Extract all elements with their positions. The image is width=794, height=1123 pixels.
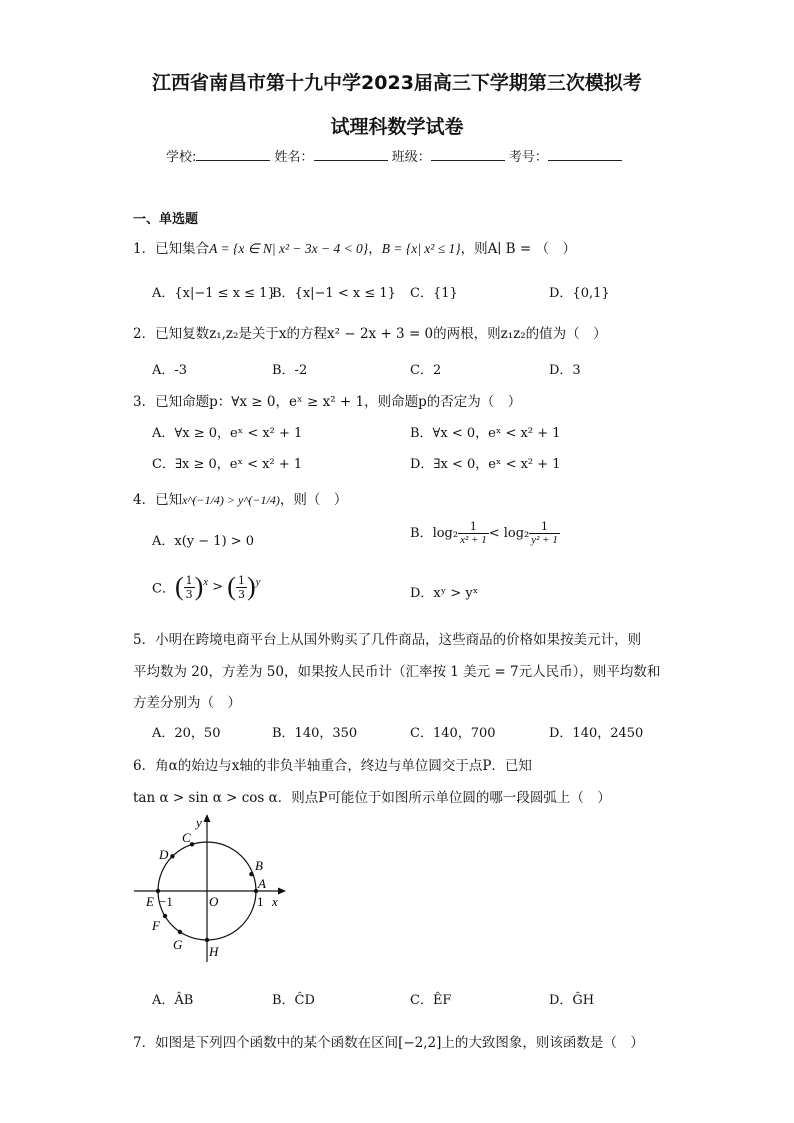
question-6-line1: 6．角α的始边与x轴的非负半轴重合，终边与单位圆交于点P．已知 bbox=[133, 758, 532, 774]
q6-option-c[interactable]: C．ÊF bbox=[410, 993, 452, 1008]
q4-option-d[interactable]: D．xʸ > yˣ bbox=[410, 586, 479, 601]
number-blank[interactable] bbox=[548, 148, 622, 161]
question-5-line3: 方差分别为（ ） bbox=[133, 695, 241, 711]
question-5-line1: 5．小明在跨境电商平台上从国外购买了几件商品，这些商品的价格如果按美元计，则 bbox=[133, 632, 642, 648]
q4-option-a[interactable]: A．x(y − 1) > 0 bbox=[152, 534, 255, 549]
q3-option-d[interactable]: D．∃x < 0，eˣ < x² + 1 bbox=[410, 457, 561, 472]
q1-set-a: A = {x ∈ N| x² − 3x − 4 < 0} bbox=[209, 241, 369, 256]
q1-option-b[interactable]: B．{x|−1 < x ≤ 1} bbox=[272, 286, 396, 301]
q3-option-c[interactable]: C．∃x ≥ 0，eˣ < x² + 1 bbox=[152, 457, 303, 472]
label-y: y bbox=[196, 815, 202, 830]
q1-ask: ，则A∣ B = （ ） bbox=[460, 241, 576, 257]
q4-prefix: 4．已知 bbox=[133, 492, 183, 508]
y-axis-arrow bbox=[204, 814, 211, 822]
label-one: 1 bbox=[257, 894, 264, 909]
point-f bbox=[163, 914, 167, 918]
section-title: 一、单选题 bbox=[133, 212, 199, 227]
label-b: B bbox=[255, 858, 263, 873]
question-6-line2: tan α > sin α > cos α．则点P可能位于如图所示单位圆的哪一段圆弧上（ ） bbox=[133, 790, 611, 806]
label-f: F bbox=[152, 918, 160, 933]
student-info-row bbox=[166, 146, 622, 165]
q4-option-b-frac-1: $\frac{1}{\text{x² + 1}}$ bbox=[460, 520, 487, 546]
point-d bbox=[170, 854, 174, 858]
label-e: E bbox=[146, 894, 154, 909]
question-2-stem: 2．已知复数z₁,z₂是关于x的方程x² − 2x + 3 = 0的两根，则z₁z₂的值为（ ） bbox=[133, 326, 607, 342]
q1-option-a[interactable]: A．{x|−1 ≤ x ≤ 1} bbox=[152, 286, 276, 301]
school-label: 学校: bbox=[166, 150, 197, 165]
q2-option-c[interactable]: C．2 bbox=[410, 363, 442, 378]
class-blank[interactable] bbox=[431, 148, 505, 161]
q1-prefix: 1．已知集合 bbox=[133, 241, 210, 257]
q3-option-a[interactable]: A．∀x ≥ 0，eˣ < x² + 1 bbox=[152, 426, 303, 441]
point-b bbox=[249, 872, 253, 876]
q4-option-c-exp-y: y bbox=[255, 576, 261, 589]
q4-option-b-label: B． bbox=[410, 526, 433, 541]
q4-option-c-frac-2: $\frac{1}{3}$ bbox=[237, 573, 245, 601]
point-g bbox=[178, 930, 182, 934]
q4-option-c-exp-x: x bbox=[203, 576, 209, 589]
q4-option-c-frac-1: $\frac{1}{3}$ bbox=[185, 573, 193, 601]
q4-option-c[interactable]: C．( $\frac{1}{3}$ )$^x$ > ( $\frac{1}{3}$ )$^y$ bbox=[152, 572, 261, 601]
class-label: 班级： bbox=[391, 150, 431, 165]
q4-option-c-gt: > bbox=[212, 579, 224, 595]
label-origin: O bbox=[209, 894, 219, 909]
q1-option-c[interactable]: C．{1} bbox=[410, 286, 458, 301]
q4-option-c-label: C． bbox=[152, 581, 175, 597]
school-blank[interactable] bbox=[196, 148, 270, 161]
q5-option-a[interactable]: A．20，50 bbox=[152, 726, 221, 741]
exam-title-line1: 江西省南昌市第十九中学2023届高三下学期第三次模拟考 bbox=[152, 72, 642, 94]
x-axis-arrow bbox=[278, 888, 286, 895]
number-label: 考号： bbox=[508, 150, 548, 165]
question-1-stem: 1．已知集合A = {x ∈ N| x² − 3x − 4 < 0}，B = {x| x² ≤ 1}，则A∣ B = （ ） bbox=[133, 241, 576, 257]
q1-set-b: B = {x| x² ≤ 1} bbox=[381, 241, 461, 256]
point-e bbox=[156, 889, 160, 893]
question-3-stem: 3．已知命题p：∀x ≥ 0，eˣ ≥ x² + 1，则命题p的否定为（ ） bbox=[133, 394, 522, 410]
q1-option-d[interactable]: D．{0,1} bbox=[549, 286, 610, 301]
q5-option-d[interactable]: D．140，2450 bbox=[549, 726, 644, 741]
point-h bbox=[205, 938, 209, 942]
q6-option-a[interactable]: A．ÂB bbox=[152, 993, 194, 1008]
q3-option-b[interactable]: B．∀x < 0，eˣ < x² + 1 bbox=[410, 426, 561, 441]
name-label: 姓名： bbox=[274, 150, 314, 165]
label-c: C bbox=[182, 830, 191, 845]
q2-option-d[interactable]: D．3 bbox=[549, 363, 581, 378]
label-d: D bbox=[159, 847, 169, 862]
label-x: x bbox=[272, 894, 278, 909]
q6-option-d[interactable]: D．ĜH bbox=[549, 993, 595, 1008]
label-a: A bbox=[258, 876, 266, 891]
question-5-line2: 平均数为 20，方差为 50，如果按人民币计（汇率按 1 美元 = 7元人民币），则平均数和 bbox=[133, 664, 661, 680]
name-blank[interactable] bbox=[314, 148, 388, 161]
q4-inequality: x^(−1/4) > y^(−1/4) bbox=[182, 493, 280, 507]
label-g: G bbox=[173, 937, 183, 952]
q4-option-b-log-1: log₂ bbox=[432, 526, 459, 541]
q4-option-b-frac-2: $\frac{1}{\text{y² + 1}}$ bbox=[531, 520, 558, 546]
q2-option-a[interactable]: A．-3 bbox=[152, 363, 188, 378]
unit-circle-figure bbox=[130, 812, 290, 972]
question-7-stem: 7．如图是下列四个函数中的某个函数在区间[−2,2]上的大致图象，则该函数是（ ） bbox=[133, 1035, 644, 1051]
exam-title-line2: 试理科数学试卷 bbox=[330, 116, 464, 138]
q4-ask: ，则（ ） bbox=[279, 492, 348, 508]
q4-option-b-log-2: < log₂ bbox=[488, 526, 530, 541]
label-neg-one: −1 bbox=[159, 894, 173, 909]
q5-option-b[interactable]: B．140，350 bbox=[272, 726, 358, 741]
q2-option-b[interactable]: B．-2 bbox=[272, 363, 308, 378]
question-4-stem bbox=[133, 488, 347, 508]
q4-option-b[interactable] bbox=[410, 520, 560, 547]
q6-option-b[interactable]: B．ĈD bbox=[272, 993, 315, 1008]
label-h: H bbox=[209, 944, 219, 959]
q5-option-c[interactable]: C．140，700 bbox=[410, 726, 496, 741]
